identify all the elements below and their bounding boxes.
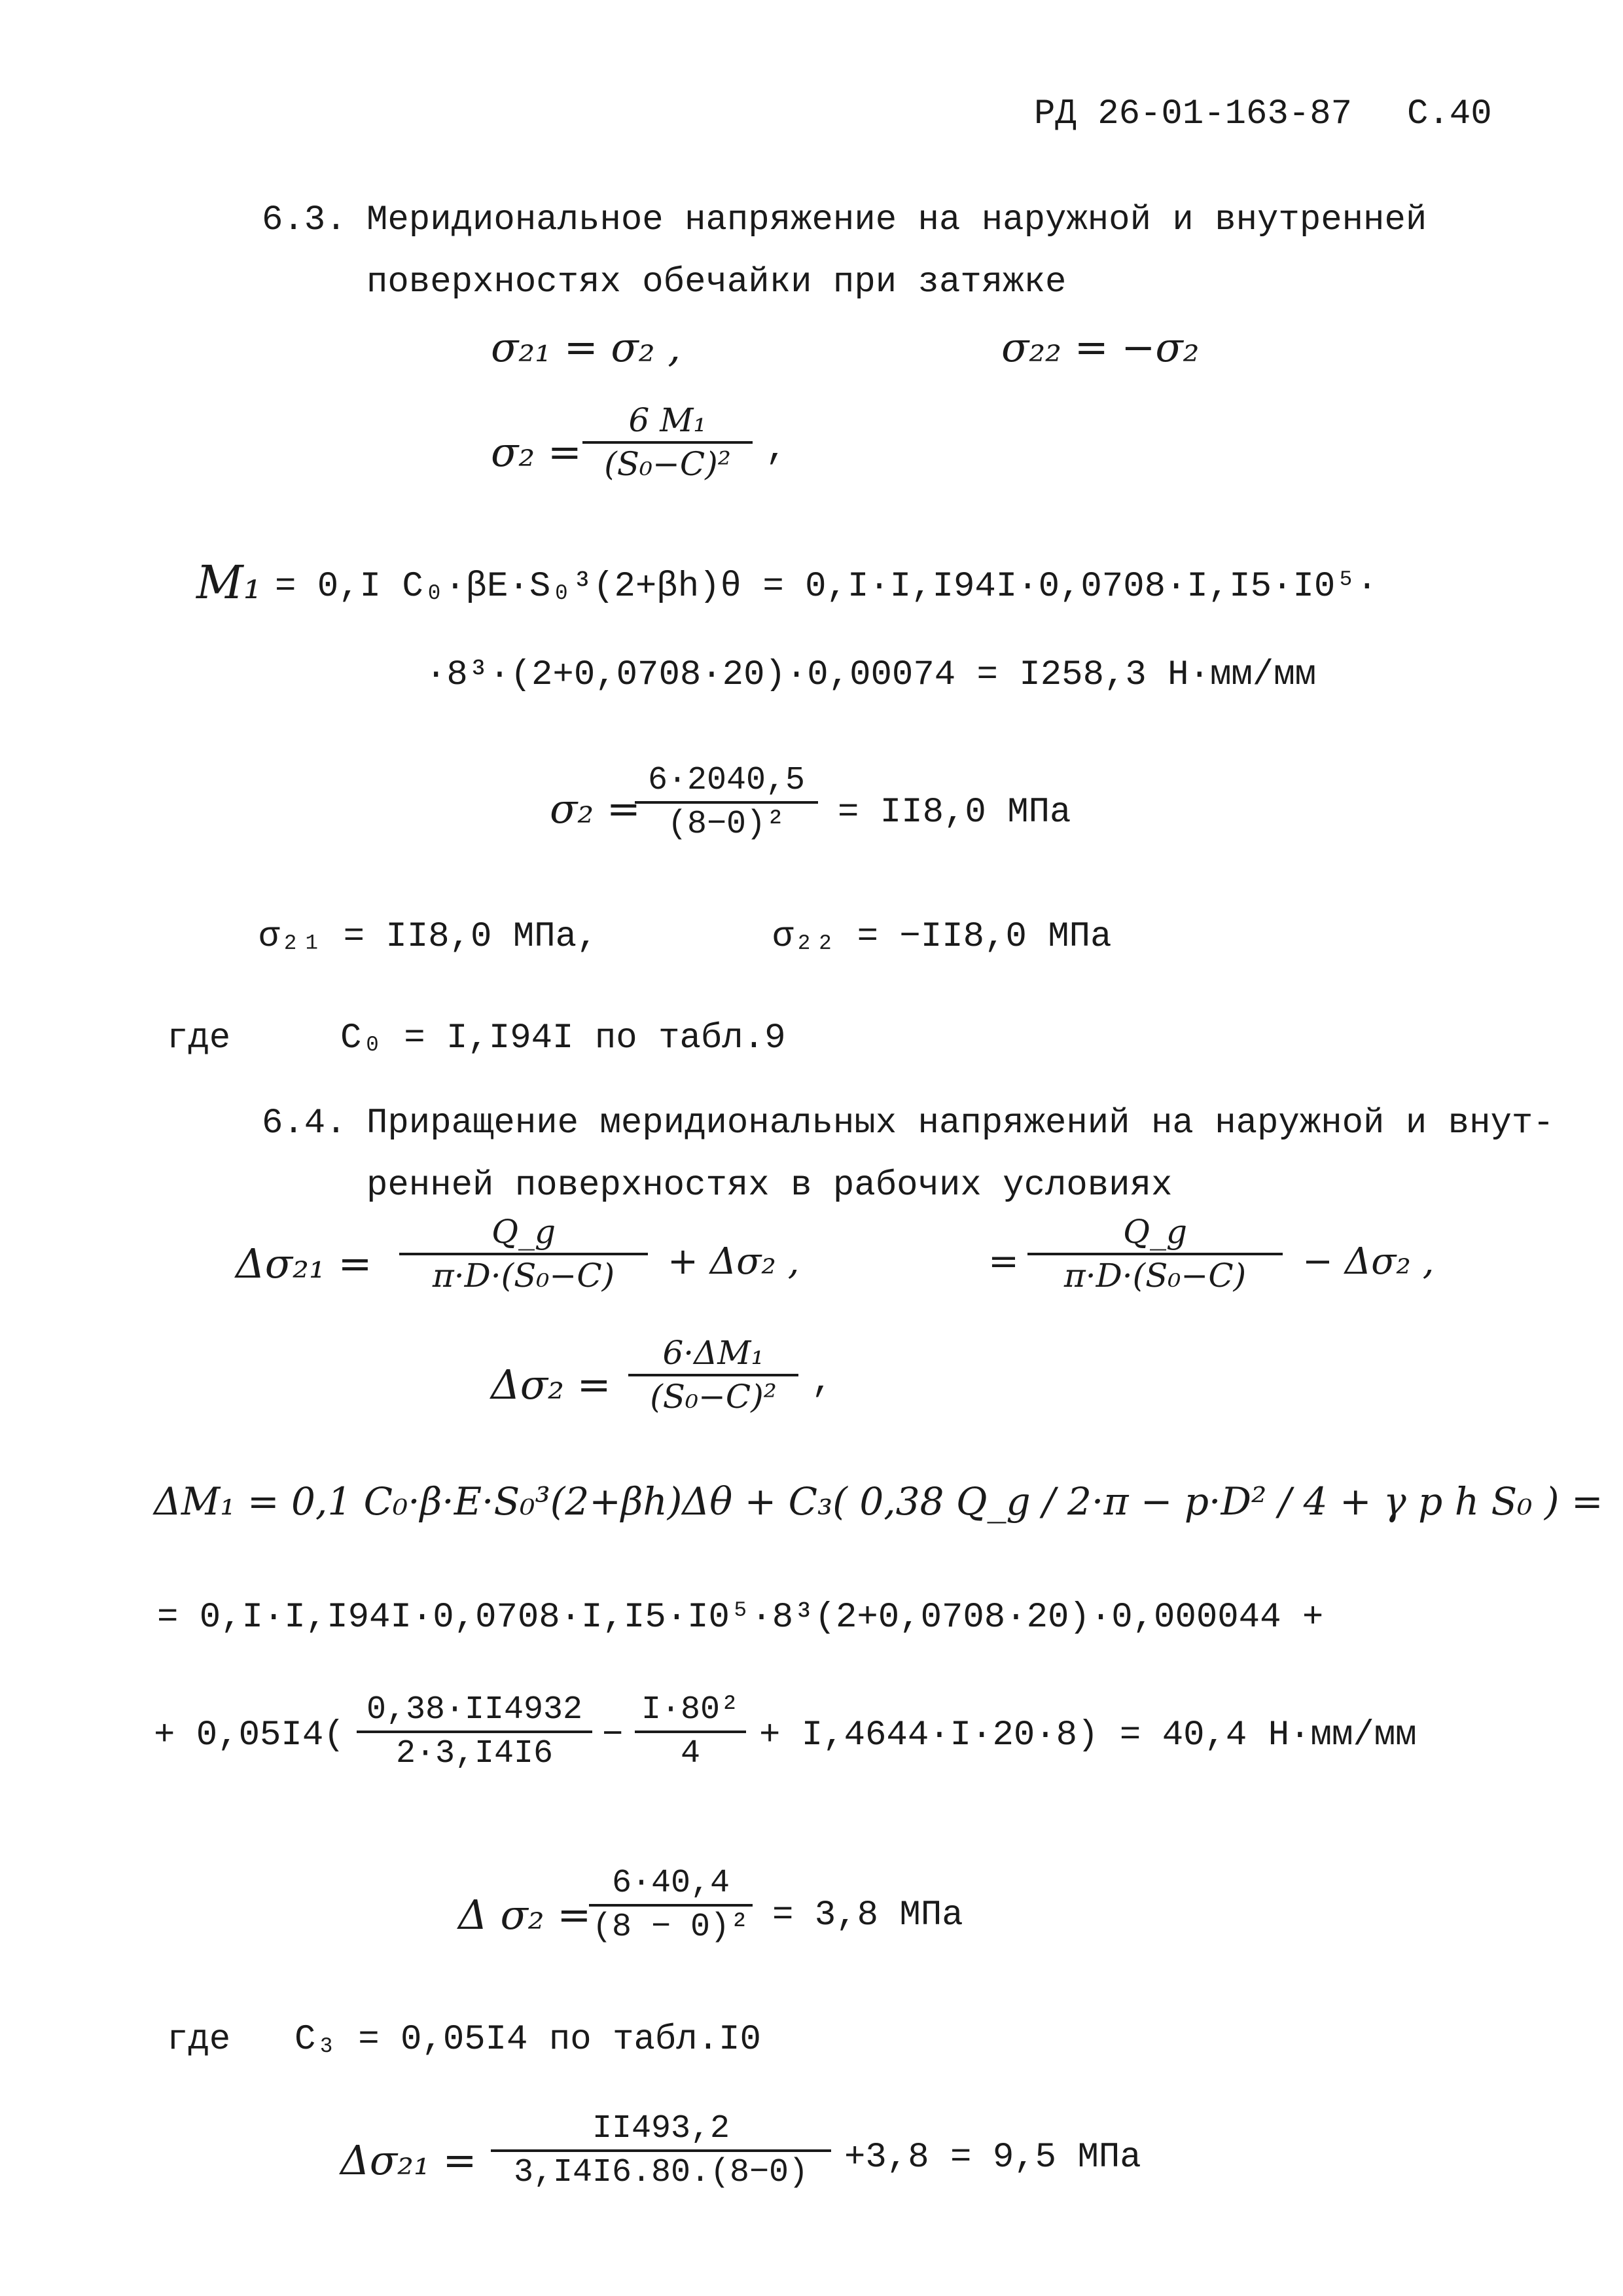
fraction-delta-sigma21-calc — [491, 2111, 831, 2191]
fraction-bar — [399, 1253, 648, 1255]
fraction-delta-sigma22 — [1027, 1214, 1283, 1294]
m1-formula-line2: ·8³·(2+0,0708·20)·0,00074 = I258,3 Н·мм/мм — [425, 655, 1317, 695]
fraction-delta-sigma21 — [399, 1214, 648, 1294]
fraction-numerator: II493,2 — [592, 2110, 730, 2147]
fraction-sigma2 — [582, 403, 753, 482]
section-6-4-text-line2: ренней поверхностях в рабочих условиях — [366, 1166, 1173, 1206]
fraction-delta-m1-term2 — [635, 1692, 746, 1772]
delta-sigma22-tail: − Δσ₂ , — [1302, 1240, 1435, 1283]
sigma22-result: σ₂₂ = −II8,0 МПа — [772, 917, 1112, 957]
sigma2-calc-lhs: σ₂ = — [550, 785, 641, 833]
delta-sigma2-calc-result: = 3,8 МПа — [772, 1895, 963, 1935]
sigma21-result: σ₂₁ = II8,0 МПа, — [259, 917, 598, 957]
delta-sigma2-lhs: Δσ₂ = — [491, 1361, 611, 1408]
fraction-denominator: 3,I4I6.80.(8−0) — [513, 2154, 809, 2191]
fraction-bar — [635, 1731, 746, 1733]
delta-m1-minus: − — [602, 1715, 624, 1755]
fraction-numerator: Q_g — [1123, 1213, 1187, 1251]
section-6-3-text-line1: Меридиональное напряжение на наружной и внутренней — [366, 200, 1427, 240]
delta-sigma21-tail: + Δσ₂ , — [668, 1240, 800, 1283]
fraction-denominator: (S₀−C)² — [604, 445, 731, 483]
fraction-bar — [1027, 1253, 1283, 1255]
fraction-numerator: 0,38·II4932 — [366, 1691, 583, 1729]
section-number-6-4: 6.4. — [262, 1103, 347, 1143]
delta-m1-calc-line1: = 0,I·I,I94I·0,0708·I,I5·I0⁵·8³(2+0,0708·20)·0,000044 + — [157, 1598, 1324, 1638]
fraction-sigma2-calc — [635, 762, 818, 842]
delta-sigma21-lhs: Δσ₂₁ = — [236, 1240, 372, 1287]
where-label-1: где — [167, 1018, 231, 1058]
delta-m1-formula: ΔM₁ = 0,1 C₀·β·E·S₀³(2+βh)Δθ + C₃( 0,38 Q_g / 2·π − p·D² / 4 + γ p h S₀ ) = — [154, 1479, 1603, 1524]
fraction-delta-m1-term1 — [357, 1692, 592, 1772]
c3-definition: C₃ = 0,05I4 по табл.I0 — [294, 2020, 761, 2060]
fraction-denominator: π·D·(S₀−C) — [1063, 1257, 1247, 1295]
document-code: РД 26-01-163-87 — [1034, 94, 1353, 134]
fraction-denominator: (8 − 0)² — [592, 1909, 750, 1946]
fraction-bar — [628, 1374, 798, 1376]
delta-sigma21-calc-lhs: Δσ₂₁ = — [340, 2136, 477, 2184]
fraction-denominator: 2·3,I4I6 — [395, 1735, 554, 1772]
section-6-3-text-line2: поверхностях обечайки при затяжке — [366, 262, 1067, 302]
fraction-bar — [357, 1731, 592, 1733]
equation-comma: , — [766, 429, 787, 469]
fraction-numerator: Q_g — [491, 1213, 556, 1251]
fraction-bar — [589, 1904, 753, 1907]
fraction-numerator: 6·2040,5 — [647, 762, 806, 799]
fraction-denominator: (8−0)² — [667, 806, 786, 843]
fraction-denominator: 4 — [680, 1735, 700, 1772]
page-number: С.40 — [1407, 94, 1492, 134]
equation-sigma2-lhs: σ₂ = — [491, 428, 582, 476]
section-number-6-3: 6.3. — [262, 200, 347, 240]
fraction-denominator: (S₀−C)² — [650, 1378, 777, 1416]
m1-formula-line1: = 0,I C₀·βE·S₀³(2+βh)θ = 0,I·I,I94I·0,0708·I,I5·I0⁵· — [275, 567, 1378, 607]
sigma2-calc-result: = II8,0 МПа — [838, 793, 1071, 833]
fraction-delta-sigma2 — [628, 1335, 798, 1415]
delta-sigma2-comma: , — [812, 1362, 833, 1402]
fraction-numerator: I·80² — [641, 1691, 740, 1729]
c0-definition: C₀ = I,I94I по табл.9 — [340, 1018, 786, 1058]
equation-sigma22: σ₂₂ = −σ₂ — [1001, 323, 1200, 371]
delta-sigma22-lhs: = — [988, 1240, 1019, 1283]
fraction-delta-sigma2-calc — [589, 1865, 753, 1945]
fraction-bar — [582, 441, 753, 444]
m1-symbol: M₁ — [196, 556, 262, 609]
where-label-2: где — [167, 2020, 231, 2060]
delta-m1-calc-plus: + 0,05I4( — [154, 1715, 345, 1755]
section-6-4-text-line1: Приращение меридиональных напряжений на наружной и внут- — [366, 1103, 1554, 1143]
fraction-bar — [491, 2149, 831, 2152]
equation-sigma21: σ₂₁ = σ₂ , — [491, 323, 681, 371]
fraction-bar — [635, 801, 818, 804]
fraction-denominator: π·D·(S₀−C) — [432, 1257, 615, 1295]
fraction-numerator: 6·ΔM₁ — [662, 1334, 764, 1372]
delta-sigma21-calc-result: +3,8 = 9,5 МПа — [844, 2138, 1141, 2178]
delta-m1-calc-tail: + I,4644·I·20·8) = 40,4 Н·мм/мм — [759, 1715, 1417, 1755]
fraction-numerator: 6·40,4 — [611, 1865, 730, 1902]
fraction-numerator: 6 M₁ — [628, 401, 707, 439]
delta-sigma2-calc-lhs: Δ σ₂ = — [458, 1891, 592, 1939]
